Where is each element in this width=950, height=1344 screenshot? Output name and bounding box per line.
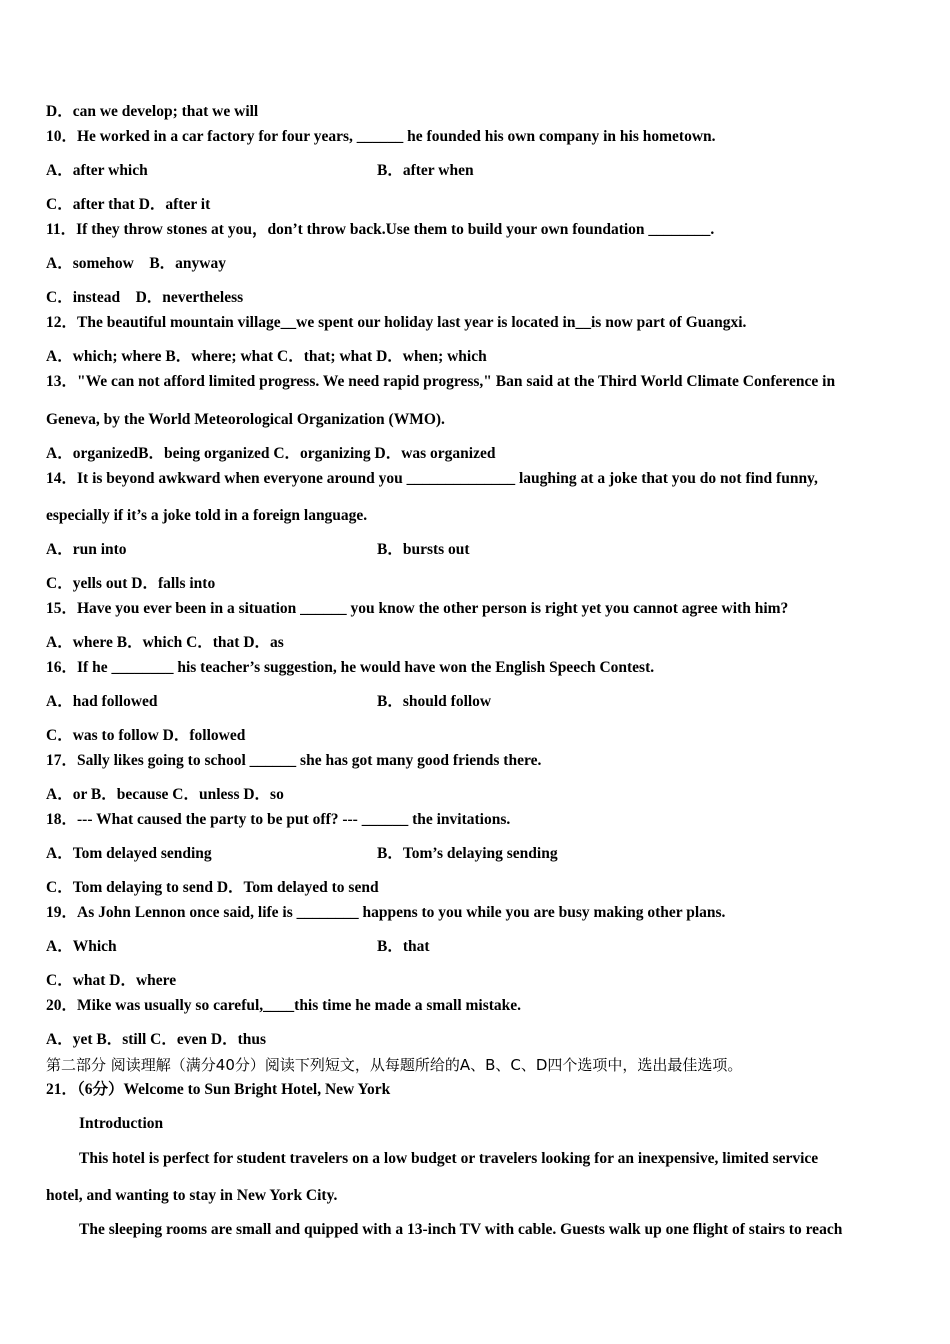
passage-para2-line1: The sleeping rooms are small and quipped with a 13-inch TV with cable. Guests walk up one flight of stairs to reach [79,1221,843,1238]
passage-subheading: Introduction [79,1115,164,1132]
q12-stem: 12．The beautiful mountain village__we spent our holiday last year is located in__is now part of Guangxi. [46,314,747,331]
q16-options-cd: C．was to follow D．followed [46,727,246,744]
q10-stem: 10．He worked in a car factory for four years, ______ he founded his own company in his hometown. [46,128,716,145]
q19-option-b: B．that [377,938,430,955]
q20-options: A．yet B．still C．even D．thus [46,1031,267,1048]
q16-stem: 16．If he ________ his teacher’s suggestion, he would have won the English Speech Contest. [46,659,655,676]
passage-para1-line1: This hotel is perfect for student travelers on a low budget or travelers looking for an inexpensive, limited service [79,1150,819,1167]
q11-options-cd: C．instead D．nevertheless [46,289,244,306]
q9-option-d: D．can we develop; that we will [46,103,259,120]
q14-option-a: A．run into [46,541,127,558]
q13-stem-line1: 13．"We can not afford limited progress. We need rapid progress," Ban said at the Third World Climate Conference in [46,373,836,390]
q10-options-cd: C．after that D．after it [46,196,211,213]
q10-option-a: A．after which [46,162,148,179]
q14-option-b: B．bursts out [377,541,470,558]
passage-title: 21．（6分）Welcome to Sun Bright Hotel, New York [46,1081,391,1098]
q14-stem-line2: especially if it’s a joke told in a foreign language. [46,507,368,524]
q19-options-cd: C．what D．where [46,972,177,989]
q15-options: A．where B．which C．that D．as [46,634,284,651]
q16-option-a: A．had followed [46,693,158,710]
q18-option-a: A．Tom delayed sending [46,845,212,862]
q17-options: A．or B．because C．unless D．so [46,786,284,803]
q19-option-a: A．Which [46,938,117,955]
q17-stem: 17．Sally likes going to school ______ she has got many good friends there. [46,752,542,769]
q13-stem-line2: Geneva, by the World Meteorological Organization (WMO). [46,411,445,428]
q18-stem: 18．--- What caused the party to be put off? --- ______ the invitations. [46,811,511,828]
q19-stem: 19．As John Lennon once said, life is ________ happens to you while you are busy making other plans. [46,904,726,921]
q14-options-cd: C．yells out D．falls into [46,575,216,592]
q12-options: A．which; where B．where; what C．that; what D．when; which [46,348,487,365]
passage-para1-line2: hotel, and wanting to stay in New York City. [46,1187,338,1204]
section-heading-reading: 第二部分 阅读理解（满分40分）阅读下列短文，从每题所给的A、B、C、D四个选项中，选出最佳选项。 [46,1056,743,1074]
q11-stem: 11．If they throw stones at you，don’t throw back.Use them to build your own foundation ________. [46,221,715,238]
q16-option-b: B．should follow [377,693,492,710]
q13-options: A．organizedB．being organized C．organizing D．was organized [46,445,496,462]
q18-options-cd: C．Tom delaying to send D．Tom delayed to send [46,879,379,896]
q11-options-ab: A．somehow B．anyway [46,255,226,272]
q20-stem: 20．Mike was usually so careful,____this time he made a small mistake. [46,997,522,1014]
q18-option-b: B．Tom’s delaying sending [377,845,558,862]
q14-stem-line1: 14．It is beyond awkward when everyone around you ______________ laughing at a joke that you do not find funny, [46,470,818,487]
q15-stem: 15．Have you ever been in a situation ______ you know the other person is right yet you cannot agree with him? [46,600,789,617]
q10-option-b: B．after when [377,162,474,179]
